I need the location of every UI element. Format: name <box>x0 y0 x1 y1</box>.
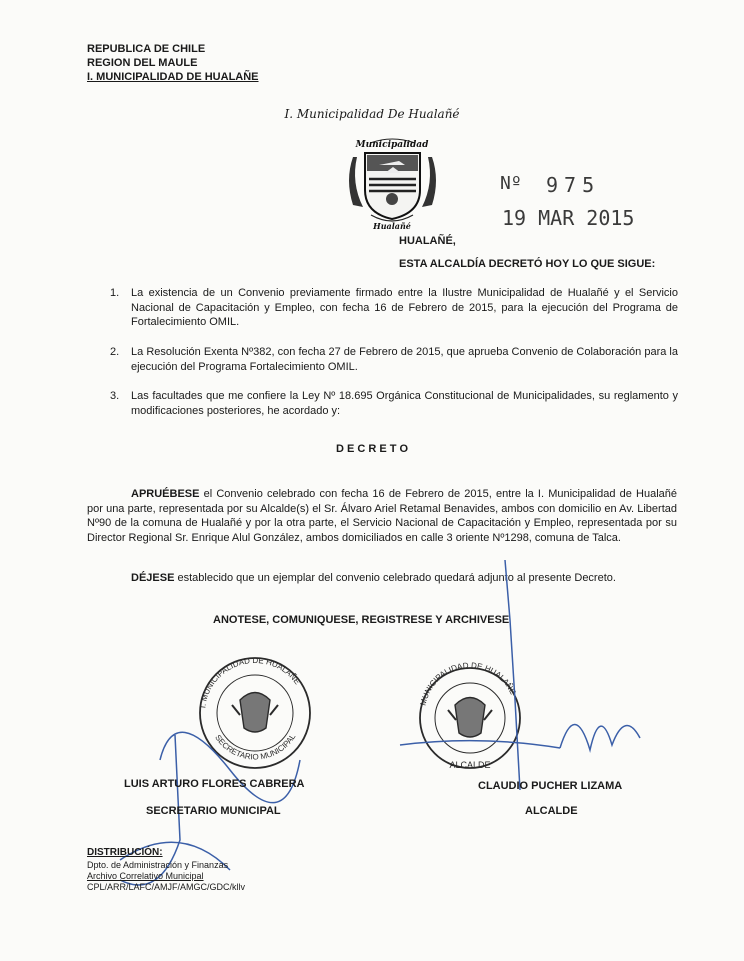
distribution-line-3: CPL/ARR/LAFC/AMJF/AMGC/GDC/kllv <box>87 882 246 892</box>
apruebese-text: el Convenio celebrado con fecha 16 de Febrero de 2015, entre la I. Municipalidad de Hualañé por una parte, representada por su Alcalde(s) el Sr. Álvaro Ariel Retamal Benavides, ambos con domicilio en Av. Libertad Nº90 de la comuna de Hualañé y por la otra parte, el Servicio Nacional de Capacitación y Empleo, representada por su Director Regional Sr. Enrique Alul González, ambos domiciliados en calle 3 oriente Nº1298, comuna de Talca. <box>87 488 677 544</box>
consideration-2-number: 2. <box>110 346 120 358</box>
header-republica: REPUBLICA DE CHILE <box>87 43 206 55</box>
decree-intro: ESTA ALCALDÍA DECRETÓ HOY LO QUE SIGUE: <box>399 258 656 270</box>
logo-bottom-text: Hualañé <box>373 221 411 230</box>
handwritten-signatures <box>120 560 640 885</box>
dejese-text: establecido que un ejemplar del convenio celebrado quedará adjunto al presente Decreto. <box>174 572 616 584</box>
consideration-1-number: 1. <box>110 287 120 299</box>
seal-left-ring-text: I. MUNICIPALIDAD DE HUALAÑE <box>198 655 302 709</box>
dejese-lead: DÉJESE <box>131 572 175 584</box>
signer-left-title: SECRETARIO MUNICIPAL <box>146 805 281 817</box>
seal-right-ring-text: MUNICIPALIDAD DE HUALAÑE <box>418 660 518 707</box>
decree-date: 19 MAR 2015 <box>502 206 635 230</box>
signer-right-name: CLAUDIO PUCHER LIZAMA <box>478 780 623 792</box>
consideration-3-number: 3. <box>110 390 120 402</box>
signer-right-title: ALCALDE <box>525 805 578 817</box>
seal-right-bottom-text: ALCALDE <box>449 760 491 770</box>
seal-left-bottom-text: SECRETARIO MUNICIPAL <box>213 732 298 762</box>
distribution-line-1: Dpto. de Administración y Finanzas <box>87 860 229 870</box>
logo-top-text: Municipalidad <box>355 140 429 150</box>
letterhead-title: I. Municipalidad De Hualañé <box>284 107 460 121</box>
apruebese-lead: APRUÉBESE <box>131 488 200 500</box>
decree-number-prefix: Nº <box>500 173 522 194</box>
consideration-3: Las facultades que me confiere la Ley Nº 18.695 Orgánica Constitucional de Municipalidades, su reglamento y modificaciones posteriores, he acordado y: <box>131 390 678 417</box>
distribution-title: DISTRIBUCIÓN: <box>87 847 163 858</box>
consideration-1: La existencia de un Convenio previamente firmado entre la Ilustre Municipalidad de Hualañé y el Servicio Nacional de Capacitación y Empleo, con fecha 16 de Febrero de 2015, para la ejecución del Programa de Fortalecimiento OMIL. <box>131 287 678 328</box>
decree-number: 975 <box>546 173 601 197</box>
header-municipalidad: I. MUNICIPALIDAD DE HUALAÑE <box>87 71 259 83</box>
consideration-2: La Resolución Exenta Nº382, con fecha 27 de Febrero de 2015, que aprueba Convenio de Colaboración para la ejecución del Programa Fortalecimiento OMIL. <box>131 346 678 373</box>
distribution-line-2: Archivo Correlativo Municipal <box>87 871 204 881</box>
signer-left-name: LUIS ARTURO FLORES CABRERA <box>124 778 305 790</box>
closing-formula: ANOTESE, COMUNIQUESE, REGISTRESE Y ARCHIVESE <box>213 614 510 626</box>
decreto-title: D E C R E T O <box>335 443 409 455</box>
place-label: HUALAÑÉ, <box>399 235 456 247</box>
header-region: REGION DEL MAULE <box>87 57 198 69</box>
